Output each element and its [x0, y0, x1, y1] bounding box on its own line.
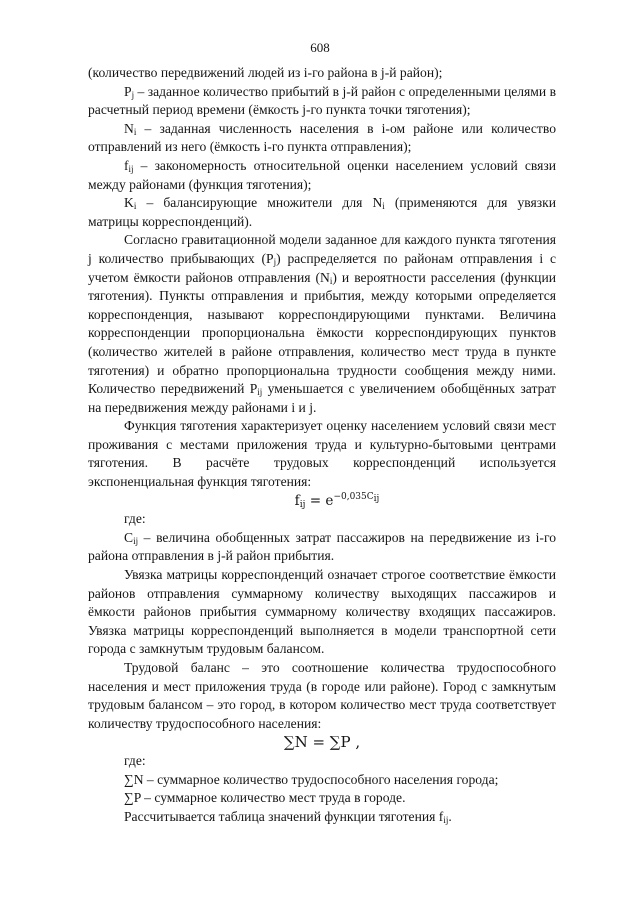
page-number: 608: [310, 40, 330, 55]
where-label-1: где:: [124, 511, 146, 527]
paragraph-matrix-balancing: Увязка матрицы корреспонденций означает строгое соответствие ёмкости районов отправления суммарному количеству выходящих пассажиров и ёмкости районов прибытия суммарному количеству входящих пассажиров. Увязка матрицы корреспонденций выполняется в модели транспортной сети города с замкнутым трудовым балансом.: [88, 567, 556, 657]
def-cij: $C_{ij}$ – величина обобщенных затрат пассажиров на передвижение из i-го района отправления в j-й район прибытия.: [88, 529, 556, 564]
def-sum-n: ∑N – суммарное количество трудоспособного населения города;: [124, 771, 499, 787]
page-body: [88, 64, 556, 826]
def-ki: $K_i$ – балансирующие множители для $N_i$ (применяются для увязки матрицы корреспонденций).: [88, 195, 556, 229]
final-sentence: Рассчитывается таблица значений функции тяготения $f_{ij}$.: [124, 808, 452, 825]
def-ni: $N_i$ – заданная численность населения в i-ом районе или количество отправлений из него (ёмкость i-го пункта отправления);: [88, 120, 556, 155]
formula-balance: ∑N = ∑P ,: [283, 733, 361, 752]
formula-gravity: $f_{ij} = e^{-0,035C_{ij}}$: [294, 492, 380, 510]
paragraph-labor-balance: Трудовой баланс – это соотношение количества трудоспособного населения и мест приложения труда (в городе или районе). Город с замкнутым трудовым балансом – это город, в котором количество мест труда соответствует количеству трудоспособного населения:: [88, 660, 556, 731]
paragraph-gravity-model: Согласно гравитационной модели заданное для каждого пункта тяготения j количество прибывающих $(P_j)$ распределяется по районам отправления i с учетом ёмкости районов отправления $(N_i)$ и вероятности расселения (функции тяготения). Пункты отправления и прибытия, между которыми определяется корреспонденция, называют корреспондирующими пунктами. Величина корреспонденции пропорциональна ёмкости корреспондирующих пунктов (количество жителей в районе отправления, количество мест труда в пункте тяготения) и обратно пропорциональна трудности сообщения между ними. Количество передвижений $P_{ij}$ уменьшается с увеличением обобщённых затрат на передвижения между районами i и j.: [88, 232, 557, 415]
def-pj: $P_j$ – заданное количество прибытий в j-й район с определенными целями в расчетный период времени (ёмкость j-го пункта точки тяготения);: [88, 83, 556, 118]
where-label-2: где:: [124, 752, 146, 768]
line-correspondence: (количество передвижений людей из i-го района в j-й район);: [88, 65, 443, 80]
def-fij: $f_{ij}$ – закономерность относительной оценки населением условий связи между районами (функция тяготения);: [88, 157, 556, 192]
def-sum-p: ∑P – суммарное количество мест труда в городе.: [124, 790, 406, 806]
paragraph-gravity-function: Функция тяготения характеризует оценку населением условий связи мест проживания с местами приложения труда и культурно-бытовыми центрами тяготения. В расчёте трудовых корреспонденций используется экспоненциальная функция тяготения:: [88, 418, 556, 490]
